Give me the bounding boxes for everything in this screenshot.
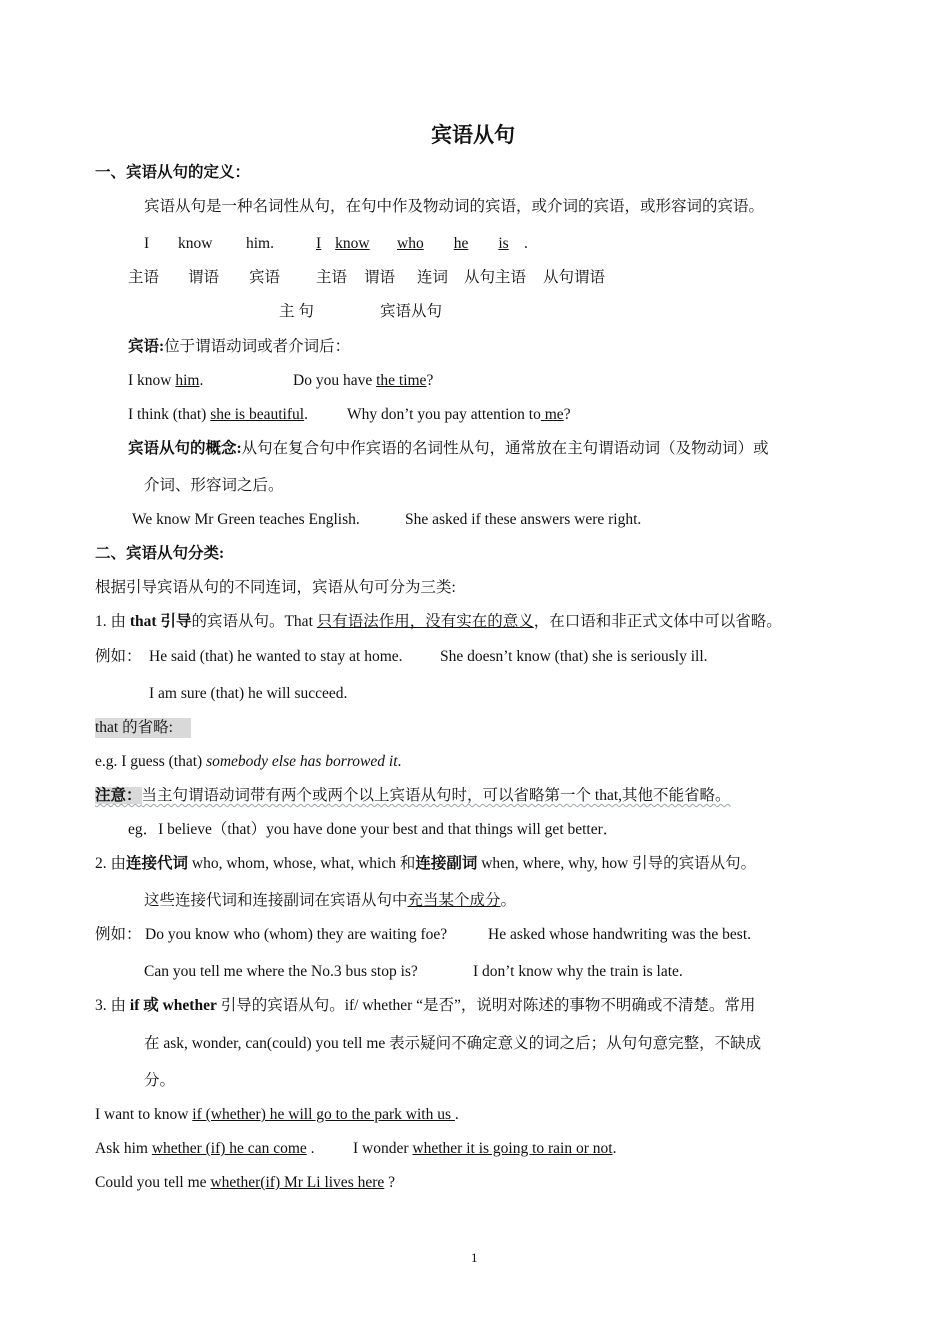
ex-word-underlined: I know (316, 235, 370, 252)
if-whether-example: I wonder whether it is going to rain or not. (353, 1140, 617, 1157)
if-whether-example: I want to know if (whether) he will go to the park with us . (95, 1106, 459, 1123)
that-omission-label: that 的省略: (95, 718, 191, 738)
object-example: Do you have the time? (293, 372, 434, 389)
object-clause-label: 宾语从句 (380, 303, 443, 320)
section-2-heading: 二、宾语从句分类: (95, 545, 225, 562)
role-label: 连词 (417, 269, 449, 286)
main-clause-label: 主 句 (279, 303, 314, 320)
if-whether-example: Ask him whether (if) he can come . (95, 1140, 315, 1157)
role-label: 主语 (316, 269, 348, 286)
ex-word: know (178, 235, 213, 252)
ex-word-underlined: who he is (397, 235, 509, 252)
page-title: 宾语从句 (431, 123, 515, 147)
type-2-connectives: 2. 由连接代词 who, whom, whose, what, which 和连接副词 when, where, why, how 引导的宾语从句。 (95, 855, 757, 872)
object-example: I think (that) she is beautiful. (128, 406, 308, 423)
connective-example: I don’t know why the train is late. (473, 963, 683, 980)
concept-label: 宾语从句的概念: (128, 440, 242, 457)
section-1-heading: 一、宾语从句的定义： (95, 164, 251, 181)
object-definition (128, 337, 350, 357)
type-3-continued: 分。 (144, 1072, 176, 1089)
object-text: 位于谓语动词或者介词后： (164, 338, 351, 355)
note-example: eg．I believe（that）you have done your best and that things will get better． (128, 821, 619, 838)
that-example: She doesn’t know (that) she is seriously ill. (440, 648, 708, 665)
object-example: I know him. (128, 372, 204, 389)
type-2-note: 这些连接代词和连接副词在宾语从句中充当某个成分。 (144, 892, 517, 909)
example-label: 例如： (95, 926, 142, 943)
type-3-continued: 在 ask, wonder, can(could) you tell me 表示疑问不确定意义的词之后；从句句意完整，不缺成 (144, 1035, 762, 1052)
concept-text: 从句在复合句中作宾语的名词性从句，通常放在主句谓语动词（及物动词）或 (241, 440, 769, 457)
concept-example: We know Mr Green teaches English. (132, 511, 360, 528)
connective-example: Do you know who (whom) they are waiting foe? (145, 926, 448, 943)
object-example: Why don’t you pay attention to me? (347, 406, 571, 423)
type-3-if-whether: 3. 由 if 或 whether 引导的宾语从句。if/ whether “是否”，说明对陈述的事物不明确或不清楚。常用 (95, 997, 756, 1014)
that-example: I am sure (that) he will succeed. (149, 685, 348, 702)
that-example: He said (that) he wanted to stay at home. (149, 648, 403, 665)
object-label: 宾语: (128, 338, 165, 355)
role-label: 从句谓语 (543, 269, 606, 286)
type-1-that: 1. 由 that 引导的宾语从句。That 只有语法作用，没有实在的意义，在口语和非正式文体中可以省略。 (95, 613, 782, 630)
concept-example: She asked if these answers were right. (405, 511, 642, 528)
role-label: 宾语 (249, 269, 281, 286)
role-label: 从句主语 (464, 269, 527, 286)
connective-example: He asked whose handwriting was the best. (488, 926, 752, 943)
note-label: 注意： (95, 787, 142, 804)
concept-text-continued: 介词、形容词之后。 (144, 477, 284, 494)
ex-word: him. (246, 235, 274, 252)
page-number: 1 (471, 1250, 478, 1265)
example-label: 例如： (95, 648, 142, 665)
connective-example: Can you tell me where the No.3 bus stop is? (144, 963, 418, 980)
omission-example: e.g. I guess (that) somebody else has borrowed it. (95, 753, 402, 770)
definition-text: 宾语从句是一种名词性从句，在句中作及物动词的宾语，或介词的宾语，或形容词的宾语。 (144, 198, 765, 215)
concept-definition (128, 439, 769, 459)
note-line (95, 786, 783, 806)
role-label: 主语 (128, 269, 160, 286)
if-whether-example: Could you tell me whether(if) Mr Li lives here ? (95, 1174, 396, 1191)
role-label: 谓语 (188, 269, 220, 286)
role-label: 谓语 (364, 269, 396, 286)
note-text: 当主句谓语动词带有两个或两个以上宾语从句时，可以省略第一个 that,其他不能省略。 (141, 787, 731, 804)
ex-word: I (144, 235, 150, 252)
ex-period: . (524, 235, 528, 252)
classification-intro: 根据引导宾语从句的不同连词，宾语从句可分为三类: (95, 579, 456, 596)
